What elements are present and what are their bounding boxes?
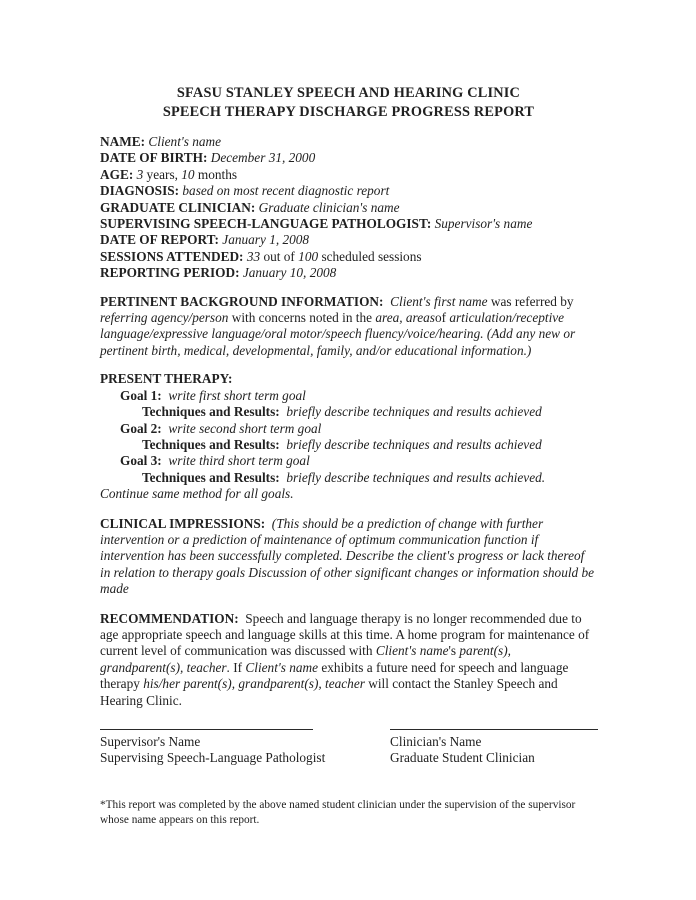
field-label: DATE OF REPORT: [100,232,219,248]
goal-label: Goal 2: [120,420,162,436]
field-label: REPORTING PERIOD: [100,265,240,281]
field-label: NAME: [100,134,146,149]
field-value: based on most recent diagnostic report [182,183,390,199]
field-row-sessions-attended [100,249,597,265]
field-row-diagnosis [100,183,597,199]
clinician-signature-column [390,729,597,767]
recommendation-text: Speech and language therapy is no longer recommended due to age appropriate speech and language skills at this time. A home program for maintenance of current level of communication was discussed with Client's name's parent(s), grandparent(s), teacher. If Client's name exhibits a future need for speech and language therapy his/her parent(s), grandparent(s), teacher will contact the Stanley Speech and Hearing Clinic. [100,610,590,708]
signature-block [100,729,597,767]
clinician-role-label: Graduate Student Clinician [390,750,535,766]
field-value: Client's name [148,134,222,149]
goal-label: Goal 3: [120,453,162,469]
techniques-text: briefly describe techniques and results achieved. Continue same method for all goals. [100,469,546,502]
clinical-impressions-label: CLINICAL IMPRESSIONS: [100,515,266,531]
goal-1-techniques-line [100,404,597,420]
background-text: Client's first name was referred by referring agency/person with concerns noted in the area, areasof articulation/receptive language/expressive language/oral motor/speech fluency/voice/hearing. (Add any new or pertinent birth, medical, developmental, family, and/or educational information.) [100,293,576,358]
supervisor-name-label: Supervisor's Name [100,734,201,749]
goal-3-techniques-line [100,470,597,503]
field-label: SESSIONS ATTENDED: [100,248,244,264]
field-label: DATE OF BIRTH: [100,150,208,166]
goal-1-line [100,388,597,404]
field-row-date-of-report [100,232,597,248]
report-title: SPEECH THERAPY DISCHARGE PROGRESS REPORT [162,103,535,120]
background-section [100,294,597,360]
field-value: Supervisor's name [434,216,533,232]
field-value: 3 years, 10 months [136,166,238,182]
goal-label: Goal 1: [120,387,162,403]
field-value: 33 out of 100 scheduled sessions [246,248,422,264]
techniques-text: briefly describe techniques and results achieved [286,436,542,452]
field-row-supervising-slp [100,216,597,232]
goal-text: write first short term goal [168,387,306,403]
field-value: January 10, 2008 [242,265,337,281]
supervisor-signature-line [100,729,313,730]
footnote: *This report was completed by the above named student clinician under the supervision of the supervisor whose name appears on this report. [100,798,576,826]
field-row-date-of-birth [100,150,597,166]
supervisor-role-label: Supervising Speech-Language Pathologist [100,750,326,766]
clinical-impressions-text: (This should be a prediction of change with further intervention or a prediction of maintenance of optimum communication function if intervention has been successfully completed. Describe the client's progress or lack thereof in relation to therapy goals Discussion of other significant changes or information should be made [100,515,595,597]
document-page [100,84,597,828]
supervisor-signature-column [100,729,390,767]
field-label: GRADUATE CLINICIAN: [100,199,256,215]
goal-text: write third short term goal [168,453,310,469]
recommendation-label: RECOMMENDATION: [100,610,239,626]
techniques-text: briefly describe techniques and results achieved [286,404,542,420]
goal-text: write second short term goal [168,420,322,436]
present-therapy-heading: PRESENT THERAPY: [100,371,233,387]
present-therapy-section [100,371,597,502]
techniques-label: Techniques and Results: [142,469,280,485]
field-row-age [100,167,597,183]
field-value: Graduate clinician's name [258,199,400,215]
goal-2-line [100,421,597,437]
clinic-name: SFASU STANLEY SPEECH AND HEARING CLINIC [176,85,521,101]
field-row-name [100,134,597,150]
field-value: December 31, 2000 [210,150,316,166]
field-label: DIAGNOSIS: [100,183,180,199]
techniques-label: Techniques and Results: [142,436,280,452]
recommendation-section [100,611,597,709]
goal-2-techniques-line [100,437,597,453]
field-row-reporting-period [100,265,597,281]
field-value: January 1, 2008 [222,232,310,248]
patient-info-section [100,134,597,282]
clinical-impressions-section [100,516,597,598]
document-header [100,84,597,121]
field-row-graduate-clinician [100,200,597,216]
field-label: SUPERVISING SPEECH-LANGUAGE PATHOLOGIST: [100,216,432,232]
clinician-name-label: Clinician's Name [390,734,482,749]
field-label: AGE: [100,166,134,182]
clinician-signature-line [390,729,598,730]
techniques-label: Techniques and Results: [142,404,280,420]
goal-3-line [100,453,597,469]
background-label: PERTINENT BACKGROUND INFORMATION: [100,293,384,309]
